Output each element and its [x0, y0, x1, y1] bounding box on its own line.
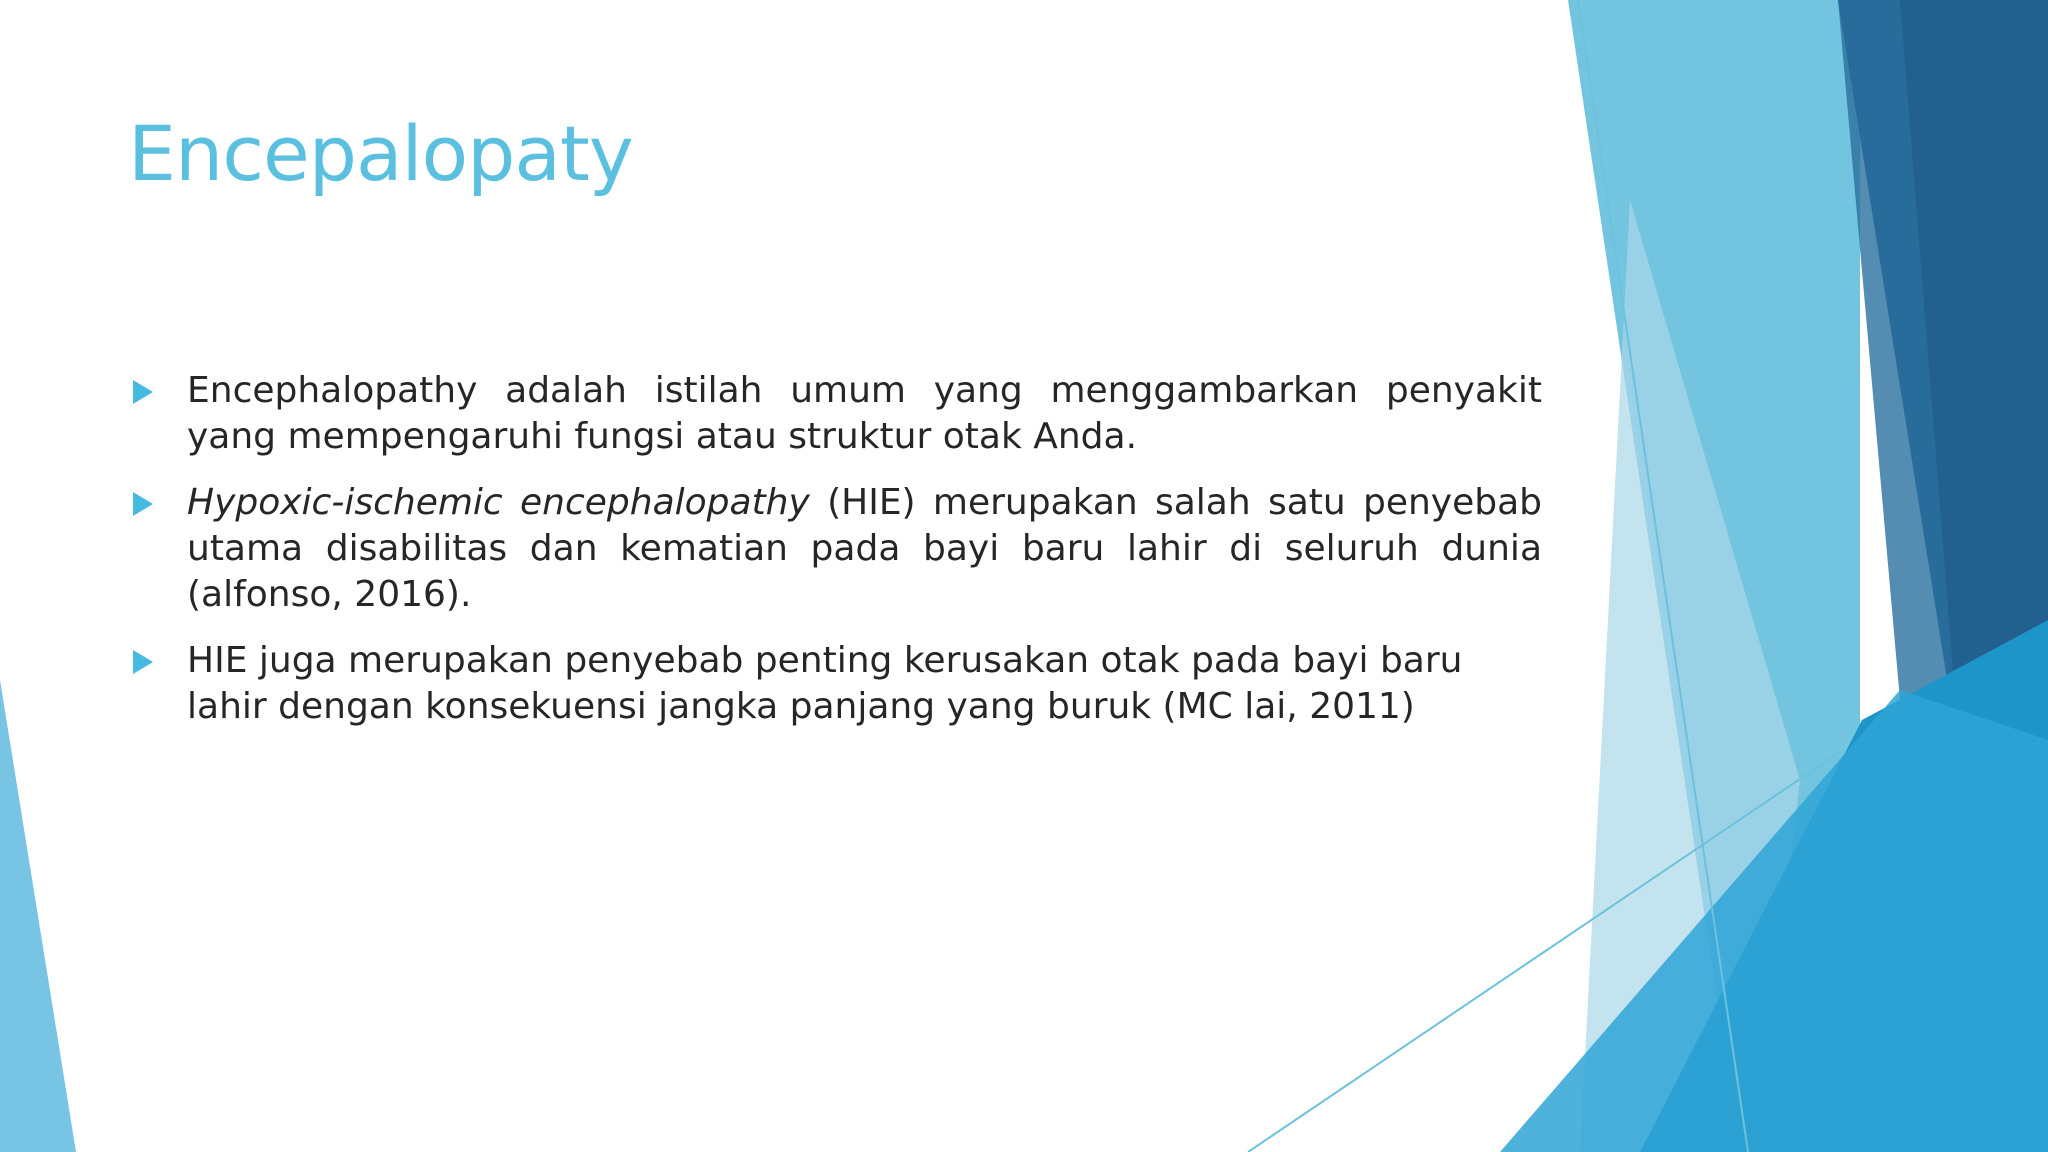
left-accent-shape — [0, 680, 76, 1152]
bullet-item-1 — [130, 368, 1542, 460]
bullet-text: (HIE) merupakan salah satu penyebab utama disabilitas dan kematian pada bayi baru lahir di seluruh dunia (alfonso, 2016). — [187, 482, 1542, 615]
bullet-item-3 — [130, 638, 1542, 730]
triangle-right-icon — [133, 650, 153, 674]
bullet-italic-term: Hypoxic-ischemic encephalopathy — [187, 482, 810, 523]
bullet-text: Encephalopathy adalah istilah umum yang menggambarkan penyakit yang mempengaruhi fungsi atau struktur otak Anda. — [187, 370, 1542, 457]
bullet-item-2 — [130, 480, 1542, 618]
slide-title: Encepalopaty — [128, 109, 633, 198]
bullet-list — [130, 368, 1542, 750]
triangle-right-icon — [133, 492, 153, 516]
bullet-text: HIE juga merupakan penyebab penting kerusakan otak pada bayi baru lahir dengan konsekuensi jangka panjang yang buruk (MC lai, 2011) — [187, 640, 1463, 727]
triangle-right-icon — [133, 380, 153, 404]
